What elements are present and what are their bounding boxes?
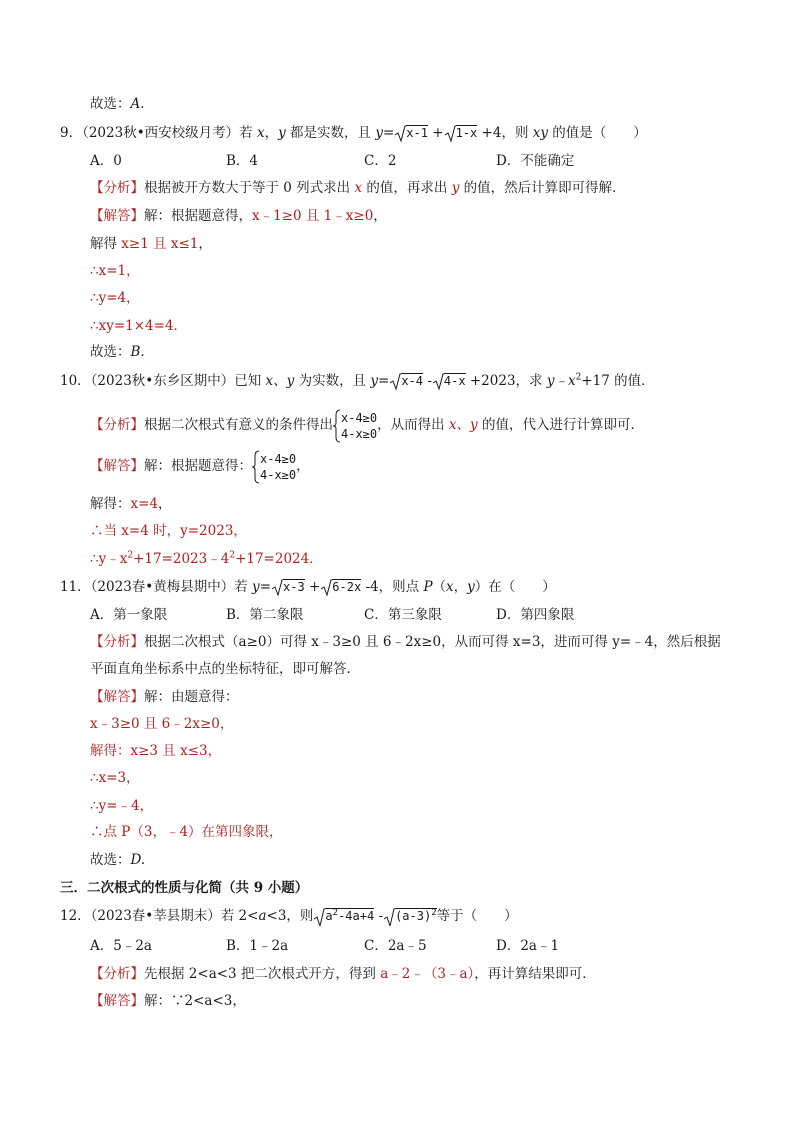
text: ， [373,208,387,224]
text: - [374,908,384,924]
q10-head: 10．（2023秋•东乡区期中）已知 [60,373,266,389]
left-brace-icon [252,450,260,484]
text: + [427,125,444,141]
text: 根据二次根式（a≥0）可得 x﹣3≥0 且 6﹣2x≥0，从而可得 x=3，进而可得 y=﹣4，然后根据 [144,634,721,650]
text: - [423,373,432,389]
q10-stem [60,372,655,391]
var: x、y [448,417,478,433]
var: xy [532,125,548,141]
q11-analysis-line-1 [90,633,721,651]
q9-answer [90,207,387,225]
text: ， [296,458,310,474]
q11-options [90,606,710,624]
text: 时， [148,523,181,539]
math: +17=2023﹣4 [133,551,230,567]
option-d[interactable]: D．第四象限 [496,607,575,623]
q11-analysis-line-2: 平面直角坐标系中点的坐标特征，即可解答． [90,661,360,677]
text: = [259,579,271,595]
text: +2023，求 [465,373,547,389]
var: x [354,180,363,196]
text: ， [453,579,468,595]
analysis-tag: 【分析】 [90,417,144,433]
q12-options [90,937,710,955]
superscript: 2 [431,908,437,918]
superscript: 2 [332,908,339,918]
sqrt-sign-icon [383,908,395,926]
analysis-tag: 【分析】 [90,634,144,650]
answer-tag: 【解答】 [90,993,144,1009]
var: x [446,579,454,595]
choose-letter: B. [130,344,145,360]
var: x [256,125,265,141]
option-d[interactable]: D．不能确定 [496,153,575,169]
radicand: 6-2x [332,580,362,594]
text: ， [233,523,247,539]
analysis-tag: 【分析】 [90,180,144,196]
choose-letter: A. [130,96,145,112]
text: ， [264,125,279,141]
radicand: 4-x [443,374,466,388]
text: 根据二次根式有意义的条件得出 [144,417,333,433]
var: y [451,180,460,196]
text: （ [432,579,447,595]
text: + [304,579,321,595]
text: 的值． [609,373,655,389]
sqrt-sign-icon [313,908,325,926]
q8-choose-line [90,95,145,113]
system-line: x-4≥0 [341,410,378,425]
q11-step-2: 解得：x≥3 且 x≤3， [90,743,222,759]
q11-step-3: ∴x=3， [90,770,140,786]
sqrt-sign-icon [444,125,456,143]
q11-step-4: ∴y=﹣4， [90,798,154,814]
var: P [423,579,433,595]
text: -4，则点 [361,579,424,595]
superscript: 2 [229,550,236,561]
superscript: 2 [575,372,582,383]
q12-answer [90,992,246,1010]
text: +4，则 [477,125,533,141]
q9-head: 9．（2023秋•西安校级月考）若 [60,125,257,141]
math: x=4 [121,523,149,539]
text: ）在（ ） [474,579,556,595]
q11-stem [60,578,556,597]
sqrt-sign-icon [394,125,406,143]
text: 等于（ ） [436,908,518,924]
math: +17=2024． [235,551,323,567]
choose-letter: D. [130,852,146,868]
radicand-part: a [325,909,333,923]
text: 解：∵2<a<3， [144,993,246,1009]
text: = [378,373,390,389]
q9-step-4: ∴xy=1×4=4． [90,318,188,334]
q12-analysis [90,965,596,983]
system [341,410,377,442]
section-title: 三．二次根式的性质与化简（共 9 小题） [60,880,309,896]
radicand: x-3 [283,580,305,594]
radicand-part: (a-3) [395,909,432,923]
text: ，从而得出 [377,417,449,433]
q11-step-5: ∴点 P（3，﹣4）在第四象限， [90,824,283,840]
q10-step-3 [90,550,323,568]
choose-label: 故选： [90,96,131,112]
radicand: 1-x [455,126,478,140]
math: y﹣x [546,373,576,389]
text: 解得 [90,236,122,252]
text: 的值，然后计算即可得解． [459,180,626,196]
analysis-tag: 【分析】 [90,966,144,982]
text: ，再计算结果即可． [474,966,596,982]
text: 的值，代入进行计算即可． [477,417,644,433]
answer-tag: 【解答】 [90,458,144,474]
condition: x﹣1≥0 且 1﹣x≥0 [252,208,374,224]
option-d[interactable]: D．2a﹣1 [496,938,560,954]
q10-step-1 [90,495,172,513]
var: y [375,125,383,141]
q10-step-2 [90,522,247,540]
var: a [258,908,267,924]
option-c[interactable]: C．2 [364,153,397,169]
sqrt-sign-icon [389,373,401,391]
radicand: x-4 [401,374,424,388]
text: 的值，再求出 [362,180,452,196]
q9-options [90,152,710,170]
choose-label: 故选： [90,852,131,868]
system-line: 4-x≥0 [341,426,378,441]
sqrt-sign-icon [271,579,283,597]
choose-label: 故选： [90,344,131,360]
var: y [370,373,379,389]
text: 解：根据题意得： [144,458,252,474]
answer-tag: 【解答】 [90,208,144,224]
sqrt-sign-icon [432,373,444,391]
system [260,451,296,483]
option-a[interactable]: A．0 [90,153,122,169]
radicand [395,908,437,923]
text: 解：由题意得： [144,689,239,705]
q10-answer [90,449,310,483]
q12-head: 12．（2023春•莘县期末）若 2< [60,908,259,924]
q10-analysis [90,408,644,442]
q9-choose-line [90,343,145,361]
q9-analysis [90,179,626,197]
q11-answer [90,688,239,706]
math: ∴y﹣x [90,551,128,567]
text: ∴当 [90,523,122,539]
text: ， [198,236,212,252]
text: 都是实数，且 [285,125,376,141]
math: x≥1 且 x≤1 [121,236,199,252]
system-line: x-4≥0 [260,451,297,466]
option-b[interactable]: B．1﹣2a [226,938,289,954]
option-c[interactable]: C．2a﹣5 [364,938,427,954]
text: 先根据 2<a<3 把二次根式开方，得到 [144,966,381,982]
option-b[interactable]: B．4 [226,153,259,169]
q9-step-1 [90,235,212,253]
var: y [252,579,260,595]
q9-stem [60,124,647,143]
text: = [382,125,395,141]
text: 解得： [90,496,131,512]
radicand [325,908,374,923]
text: 解：根据题意得， [144,208,252,224]
sqrt-sign-icon [320,579,332,597]
text: 的值是（ ） [547,125,647,141]
text: ， [158,496,172,512]
radicand: x-1 [406,126,428,140]
q9-step-3: ∴y=4， [90,290,140,306]
left-brace-icon [333,409,341,443]
option-c[interactable]: C．第三象限 [364,607,442,623]
math: +17 [581,373,610,389]
system-line: 4-x≥0 [260,467,297,482]
text: 为实数，且 [294,373,371,389]
answer-tag: 【解答】 [90,689,144,705]
text: <3，则 [266,908,314,924]
q11-head: 11．（2023春•黄梅县期中）若 [60,579,253,595]
math: y=2023 [180,523,234,539]
option-b[interactable]: B．第二象限 [226,607,304,623]
var: x、y [265,373,295,389]
radicand-part: -4a+4 [338,909,375,923]
var: y [467,579,475,595]
text: 根据被开方数大于等于 0 列式求出 [144,180,355,196]
math: a﹣2﹣（3﹣a） [380,966,475,982]
q12-stem [60,907,518,926]
q11-step-1: x﹣3≥0 且 6﹣2x≥0， [90,716,234,732]
q11-choose-line [90,851,145,869]
option-a[interactable]: A．第一象限 [90,607,168,623]
math: x=4 [130,496,159,512]
var: y [278,125,286,141]
superscript: 2 [127,550,134,561]
option-a[interactable]: A．5﹣2a [90,938,152,954]
q9-step-2: ∴x=1， [90,263,140,279]
